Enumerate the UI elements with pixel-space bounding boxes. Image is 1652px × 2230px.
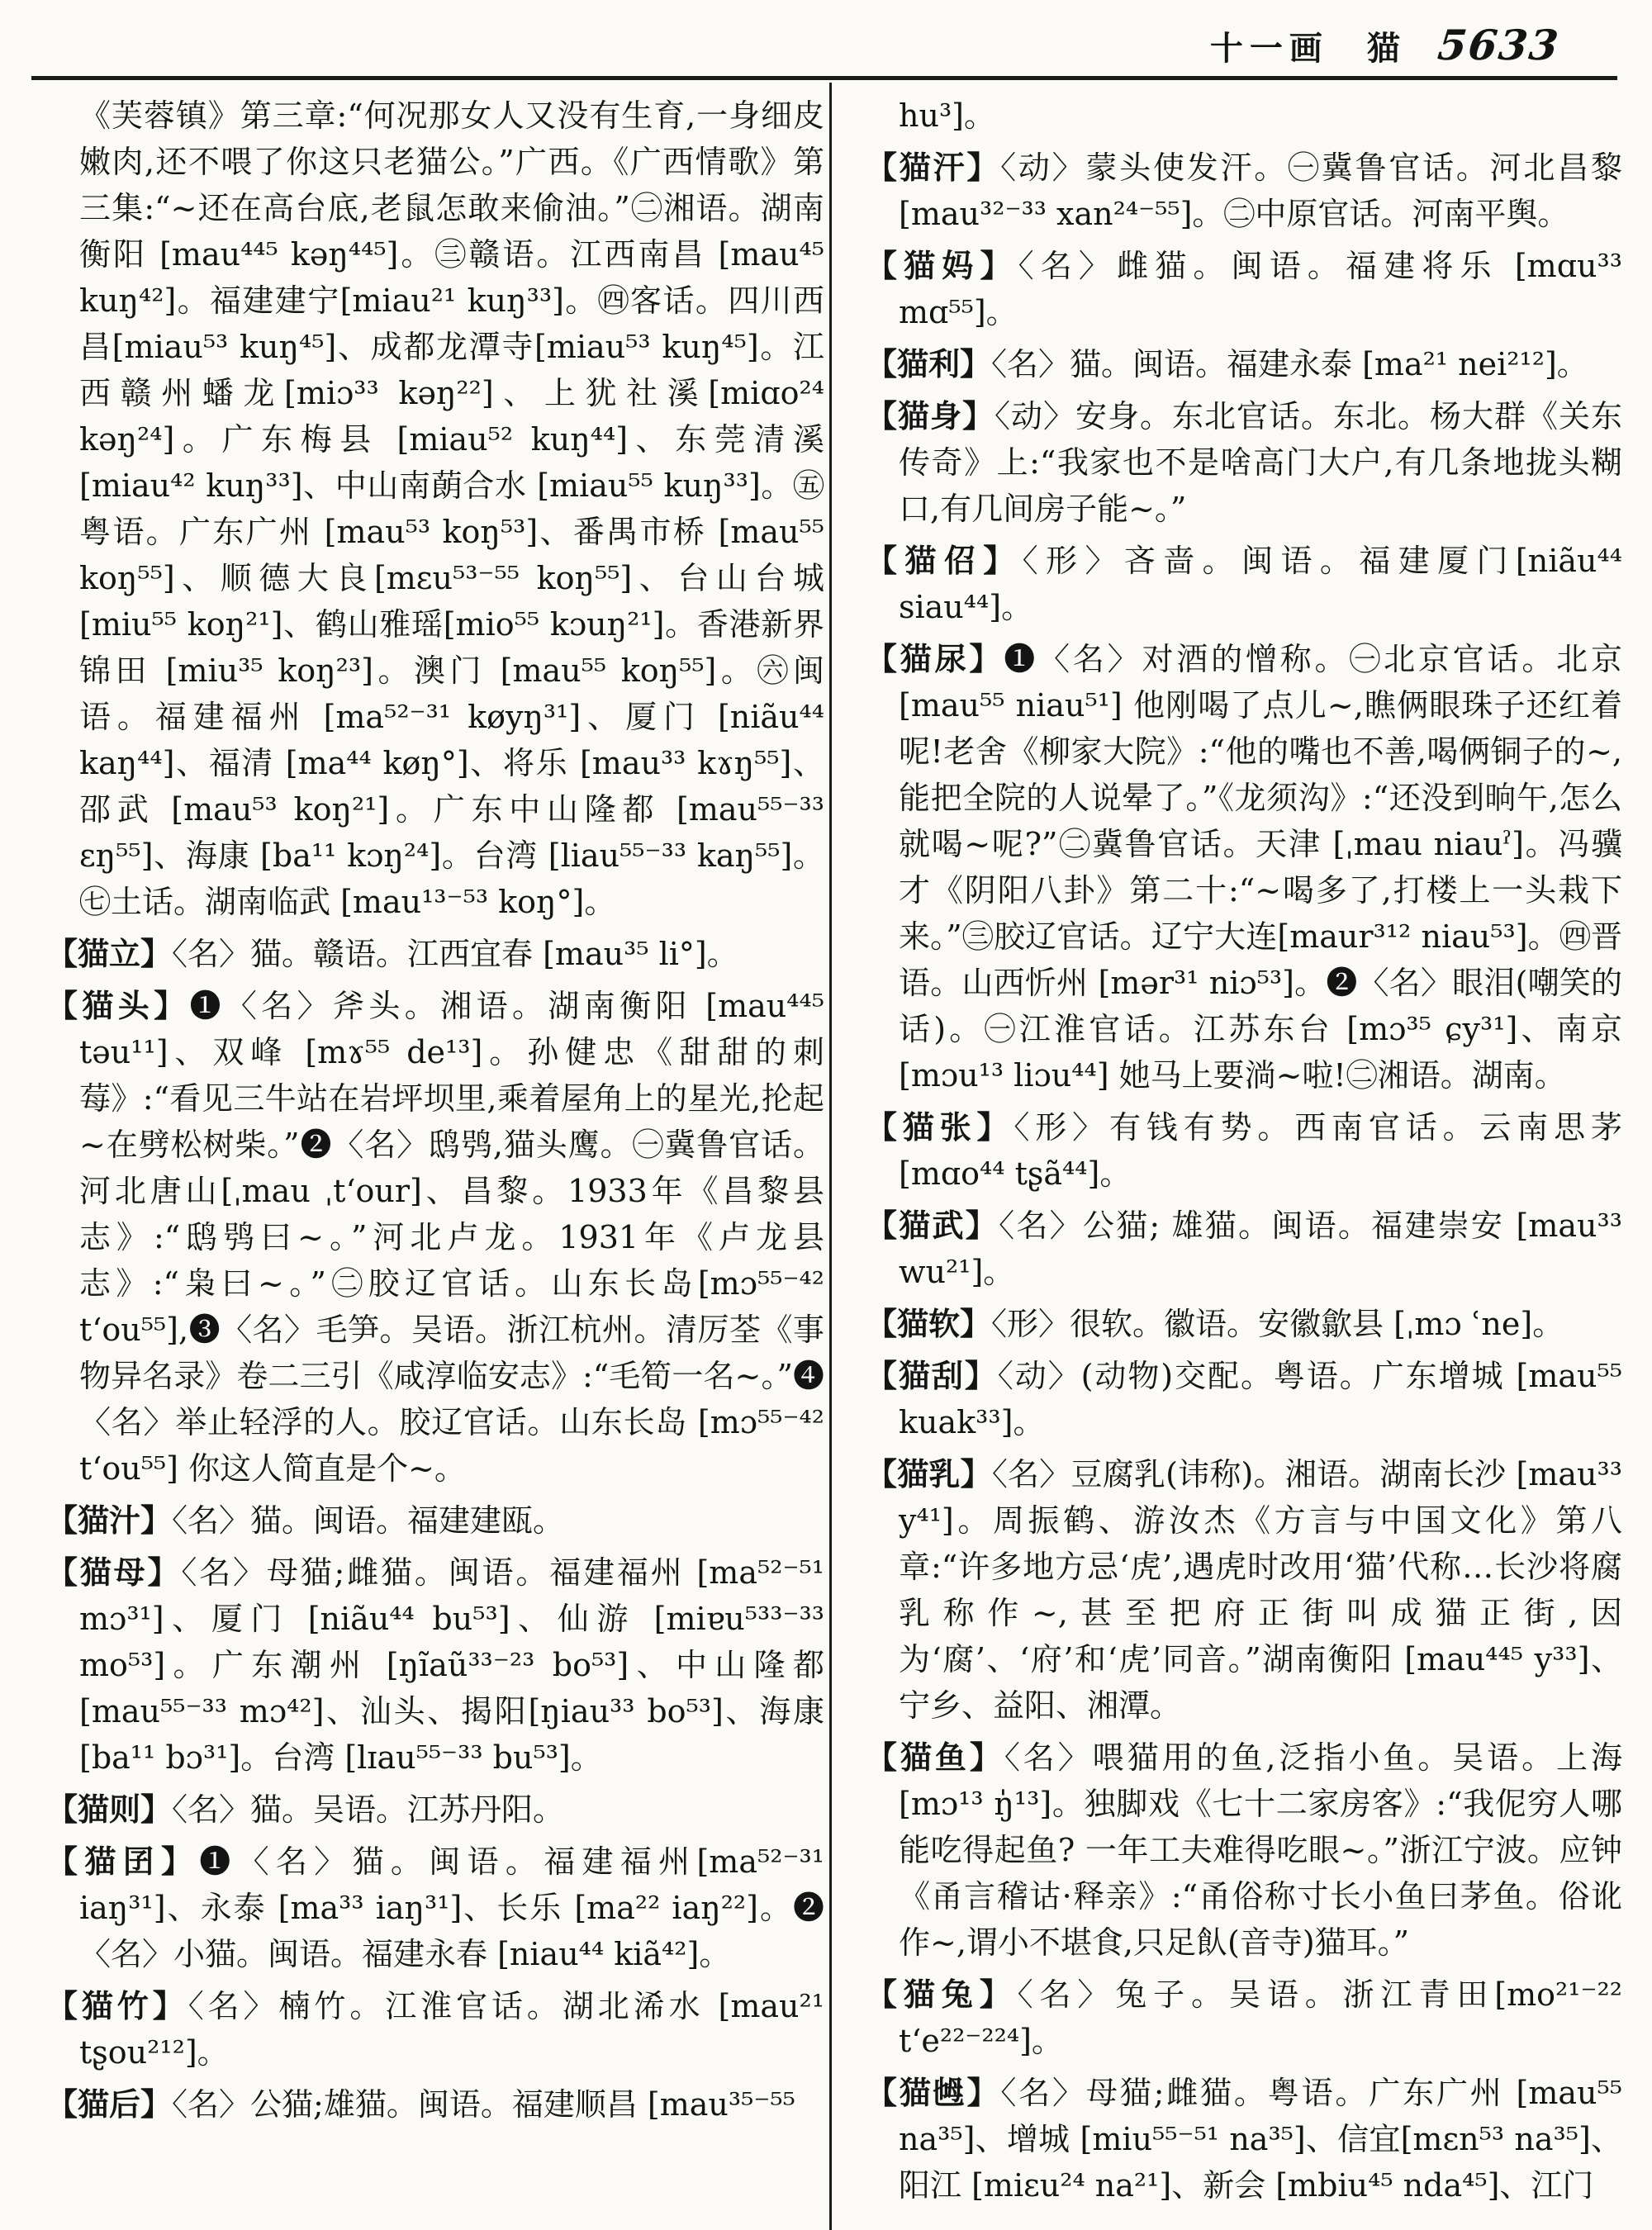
entry-body: 〈形〉有钱有势。西南官话。云南思茅 [mɑo⁴⁴ tʂã⁴⁴]。 bbox=[899, 1109, 1622, 1192]
entry-body: 〈名〉公猫; 雄猫。闽语。福建崇安 [mau³³ wu²¹]。 bbox=[899, 1208, 1622, 1290]
dictionary-entry-continuation bbox=[866, 93, 1622, 139]
header-rule bbox=[31, 76, 1617, 80]
entry-headword: 【猫妈】 bbox=[866, 247, 1018, 284]
dictionary-entry bbox=[866, 1734, 1622, 1966]
entry-body: 〈形〉很软。徽语。安徽歙县 [ˌmɔ ʿne]。 bbox=[991, 1306, 1564, 1342]
page-header bbox=[0, 12, 1563, 69]
entry-body: hu³]。 bbox=[899, 97, 996, 134]
entry-body: 〈名〉猫。闽语。福建永泰 [ma²¹ nei²¹²]。 bbox=[991, 346, 1588, 382]
entry-body: 〈名〉猫。赣语。江西宜春 [mau³⁵ li°]。 bbox=[172, 936, 738, 972]
entry-headword: 【猫鱼】 bbox=[866, 1739, 1004, 1776]
entry-body: 〈名〉楠竹。江淮官话。湖北浠水 [mau²¹ tʂou²¹²]。 bbox=[79, 1988, 824, 2071]
dictionary-entry bbox=[46, 983, 824, 1492]
dictionary-entry bbox=[46, 1839, 824, 1977]
entry-body: 〈动〉蒙头使发汗。㊀冀鲁官话。河北昌黎 [mau³²⁻³³ xan²⁴⁻⁵⁵]。㊁中原官话。河南平舆。 bbox=[899, 149, 1622, 232]
dictionary-entry bbox=[866, 243, 1622, 335]
entry-headword: 【猫武】 bbox=[866, 1207, 999, 1244]
dictionary-entry bbox=[866, 1301, 1622, 1347]
section-title: 十一画 bbox=[1209, 29, 1329, 68]
entry-headword: 【猫身】 bbox=[866, 397, 995, 434]
entry-headword: 【猫佋】 bbox=[866, 542, 1023, 579]
entry-body: 〈名〉喂猫用的鱼,泛指小鱼。吴语。上海 [mɔ¹³ ŋ̍¹³]。独脚戏《七十二家房客》:“我伲穷人哪能吃得起鱼? 一年工夫难得吃眼~。”浙江宁波。应钟《甬言稽诂·释亲》:“甬俗称寸长小鱼曰茅鱼。俗讹作~,谓小不堪食,只足飤(音寺)猫耳。” bbox=[899, 1739, 1622, 1961]
entry-headword: 【猫张】 bbox=[866, 1108, 1014, 1146]
entry-headword: 【猫乸】 bbox=[866, 2074, 1001, 2111]
dictionary-entry bbox=[46, 931, 824, 977]
dictionary-entry bbox=[46, 1497, 824, 1544]
dictionary-entry bbox=[866, 1451, 1622, 1729]
entry-body: 〈名〉猫。闽语。福建建瓯。 bbox=[172, 1502, 565, 1539]
entry-body: ❶〈名〉对酒的憎称。㊀北京官话。北京[mau⁵⁵ niau⁵¹] 他刚喝了点儿~,瞧俩眼珠子还红着呢!老舍《柳家大院》:“他的嘴也不善,喝俩铜子的~,能把全院的人说晕了。”《龙须沟》:“还没到晌午,怎么就喝~呢?”㊁冀鲁官话。天津 [ˌmau niauˀ]。冯骥才《阴阳八卦》第二十:“~喝多了,打楼上一头栽下来。”㊂胶辽官话。辽宁大连[maur³¹² niau⁵³]。㊃晋语。山西忻州 [mər³¹ niɔ⁵³]。❷〈名〉眼泪(嘲笑的话)。㊀江淮官话。江苏东台 [mɔ³⁵ ɕy³¹]、南京[mɔu¹³ liɔu⁴⁴] 她马上要淌~啦!㊁湘语。湖南。 bbox=[899, 641, 1622, 1094]
entry-body: 〈名〉母猫;雌猫。粤语。广东广州 [mau⁵⁵ na³⁵]、增城 [miu⁵⁵⁻⁵¹ na³⁵]、信宜[mɛn⁵³ na³⁵]、阳江 [miɛu²⁴ na²¹]、新会 [mbiu⁴⁵ nda⁴⁵]、江门 bbox=[899, 2075, 1622, 2204]
entry-headword: 【猫立】 bbox=[46, 935, 173, 972]
right-column bbox=[866, 93, 1622, 2214]
dictionary-entry-continuation bbox=[46, 93, 824, 925]
entry-body: 《芙蓉镇》第三章:“何况那女人又没有生育,一身细皮嫩肉,还不喂了你这只老猫公。”广西。《广西情歌》第三集:“~还在高台底,老鼠怎敢来偷油。”㊁湘语。湖南衡阳 [mau⁴⁴⁵ kəŋ⁴⁴⁵]。㊂赣语。江西南昌 [mau⁴⁵ kuŋ⁴²]。福建建宁[miau²¹ kuŋ³³]。㊃客话。四川西昌[miau⁵³ kuŋ⁴⁵]、成都龙潭寺[miau⁵³ kuŋ⁴⁵]。江西赣州蟠龙[miɔ³³ kəŋ²²]、上犹社溪[miɑo²⁴ kəŋ²⁴]。广东梅县 [miau⁵² kuŋ⁴⁴]、东莞清溪 [miau⁴² kuŋ³³]、中山南蓢合水 [miau⁵⁵ kuŋ³³]。㊄粤语。广东广州 [mau⁵³ koŋ⁵³]、番禺市桥 [mau⁵⁵ koŋ⁵⁵]、顺德大良[mɛu⁵³⁻⁵⁵ koŋ⁵⁵]、台山台城 [miu⁵⁵ koŋ²¹]、鹤山雅瑶[mio⁵⁵ kɔuŋ²¹]。香港新界锦田 [miu³⁵ koŋ²³]。澳门 [mau⁵⁵ koŋ⁵⁵]。㊅闽语。福建福州 [ma⁵²⁻³¹ køyŋ³¹]、厦门 [niãu⁴⁴ kaŋ⁴⁴]、福清 [ma⁴⁴ køŋ°]、将乐 [mau³³ kɤŋ⁵⁵]、邵武 [mau⁵³ koŋ²¹]。广东中山隆都 [mau⁵⁵⁻³³ ɛŋ⁵⁵]、海康 [ba¹¹ kɔŋ²⁴]。台湾 [liau⁵⁵⁻³³ kaŋ⁵⁵]。㊆土话。湖南临武 [mau¹³⁻⁵³ koŋ°]。 bbox=[79, 97, 824, 920]
entry-headword: 【猫兔】 bbox=[866, 1976, 1018, 2013]
entry-body: 〈名〉公猫;雄猫。闽语。福建顺昌 [mau³⁵⁻⁵⁵ bbox=[172, 2086, 795, 2123]
dictionary-entry bbox=[46, 1549, 824, 1781]
dictionary-entry bbox=[866, 1104, 1622, 1197]
column-divider bbox=[829, 83, 832, 2230]
entry-headword: 【猫利】 bbox=[866, 345, 992, 382]
dictionary-entry bbox=[866, 538, 1622, 630]
left-column bbox=[46, 93, 824, 2133]
entry-headword: 【猫囝】 bbox=[46, 1843, 200, 1880]
entry-headword: 【猫尿】 bbox=[866, 640, 1004, 677]
entry-body: 〈名〉兔子。吴语。浙江青田[mo²¹⁻²² tʻe²²⁻²²⁴]。 bbox=[899, 1976, 1622, 2059]
page-number: 5633 bbox=[1435, 21, 1563, 69]
entry-body: ❶〈名〉猫。闽语。福建福州[ma⁵²⁻³¹ iaŋ³¹]、永泰 [ma³³ iaŋ³¹]、长乐 [ma²² iaŋ²²]。❷〈名〉小猫。闽语。福建永春 [niau⁴⁴ kiã⁴²]。 bbox=[79, 1843, 824, 1972]
entry-headword: 【猫头】 bbox=[46, 987, 190, 1024]
dictionary-entry bbox=[866, 393, 1622, 532]
entry-body: 〈名〉豆腐乳(讳称)。湘语。湖南长沙 [mau³³ y⁴¹]。周振鹤、游汝杰《方言与中国文化》第八章:“许多地方忌‘虎’,遇虎时改用‘猫’代称…长沙将腐乳称作~,甚至把府正街叫成猫正街,因为‘腐’、‘府’和‘虎’同音。”湖南衡阳 [mau⁴⁴⁵ y³³]、宁乡、益阳、湘潭。 bbox=[899, 1456, 1622, 1724]
entry-body: 〈名〉猫。吴语。江苏丹阳。 bbox=[172, 1791, 565, 1828]
entry-body: 〈动〉安身。东北官话。东北。杨大群《关东传奇》上:“我家也不是啥高门大户,有几条地拢头糊口,有几间房子能~。” bbox=[899, 398, 1622, 527]
dictionary-entry bbox=[866, 1203, 1622, 1295]
dictionary-entry bbox=[866, 2070, 1622, 2209]
entry-headword: 【猫后】 bbox=[46, 2085, 173, 2123]
dictionary-entry bbox=[46, 1786, 824, 1833]
dictionary-entry bbox=[866, 1353, 1622, 1445]
entry-body: 〈名〉母猫;雌猫。闽语。福建福州 [ma⁵²⁻⁵¹ mɔ³¹]、厦门 [niãu⁴⁴ bu⁵³]、仙游 [miɐu⁵³³⁻³³ mo⁵³]。广东潮州 [ŋĩaũ³³⁻²³ bo⁵³]、中山隆都[mau⁵⁵⁻³³ mɔ⁴²]、汕头、揭阳[ŋiau³³ bo⁵³]、海康[ba¹¹ bɔ³¹]。台湾 [lɪau⁵⁵⁻³³ bu⁵³]。 bbox=[79, 1554, 824, 1776]
entry-headword: 【猫则】 bbox=[46, 1791, 173, 1828]
dictionary-entry bbox=[46, 1983, 824, 2076]
entry-headword: 【猫乳】 bbox=[866, 1455, 992, 1492]
section-word: 猫 bbox=[1366, 29, 1400, 68]
entry-headword: 【猫刮】 bbox=[866, 1357, 998, 1394]
entry-headword: 【猫竹】 bbox=[46, 1987, 188, 2024]
dictionary-entry bbox=[866, 341, 1622, 387]
entry-headword: 【猫母】 bbox=[46, 1554, 182, 1591]
entry-body: 〈名〉雌猫。闽语。福建将乐 [mɑu³³ mɑ⁵⁵]。 bbox=[899, 248, 1622, 330]
entry-headword: 【猫汗】 bbox=[866, 149, 1001, 186]
entry-headword: 【猫汁】 bbox=[46, 1502, 173, 1539]
entry-body: ❶〈名〉斧头。湘语。湖南衡阳 [mau⁴⁴⁵ təu¹¹]、双峰 [mɤ⁵⁵ de¹³]。孙健忠《甜甜的刺莓》:“看见三牛站在岩坪坝里,乘着屋角上的星光,抡起~在劈松树柴。”❷〈名〉鸱鸮,猫头鹰。㊀冀鲁官话。河北唐山[ˌmau ˌtʻour]、昌黎。1933年《昌黎县志》:“鸱鸮曰~。”河北卢龙。1931年《卢龙县志》:“枭曰~。”㊁胶辽官话。山东长岛[mɔ⁵⁵⁻⁴² tʻou⁵⁵],❸〈名〉毛笋。吴语。浙江杭州。清厉荃《事物异名录》卷二三引《咸淳临安志》:“毛筍一名~。”❹〈名〉举止轻浮的人。胶辽官话。山东长岛 [mɔ⁵⁵⁻⁴² tʻou⁵⁵] 你这人简直是个~。 bbox=[79, 988, 824, 1487]
dictionary-entry bbox=[866, 145, 1622, 237]
dictionary-entry bbox=[866, 1971, 1622, 2064]
entry-body: 〈动〉(动物)交配。粤语。广东增城 [mau⁵⁵ kuak³³]。 bbox=[899, 1358, 1622, 1440]
entry-body: 〈形〉吝啬。闽语。福建厦门[niãu⁴⁴ siau⁴⁴]。 bbox=[899, 543, 1622, 625]
dictionary-entry bbox=[866, 636, 1622, 1098]
entry-headword: 【猫软】 bbox=[866, 1305, 992, 1342]
dictionary-entry bbox=[46, 2081, 824, 2128]
